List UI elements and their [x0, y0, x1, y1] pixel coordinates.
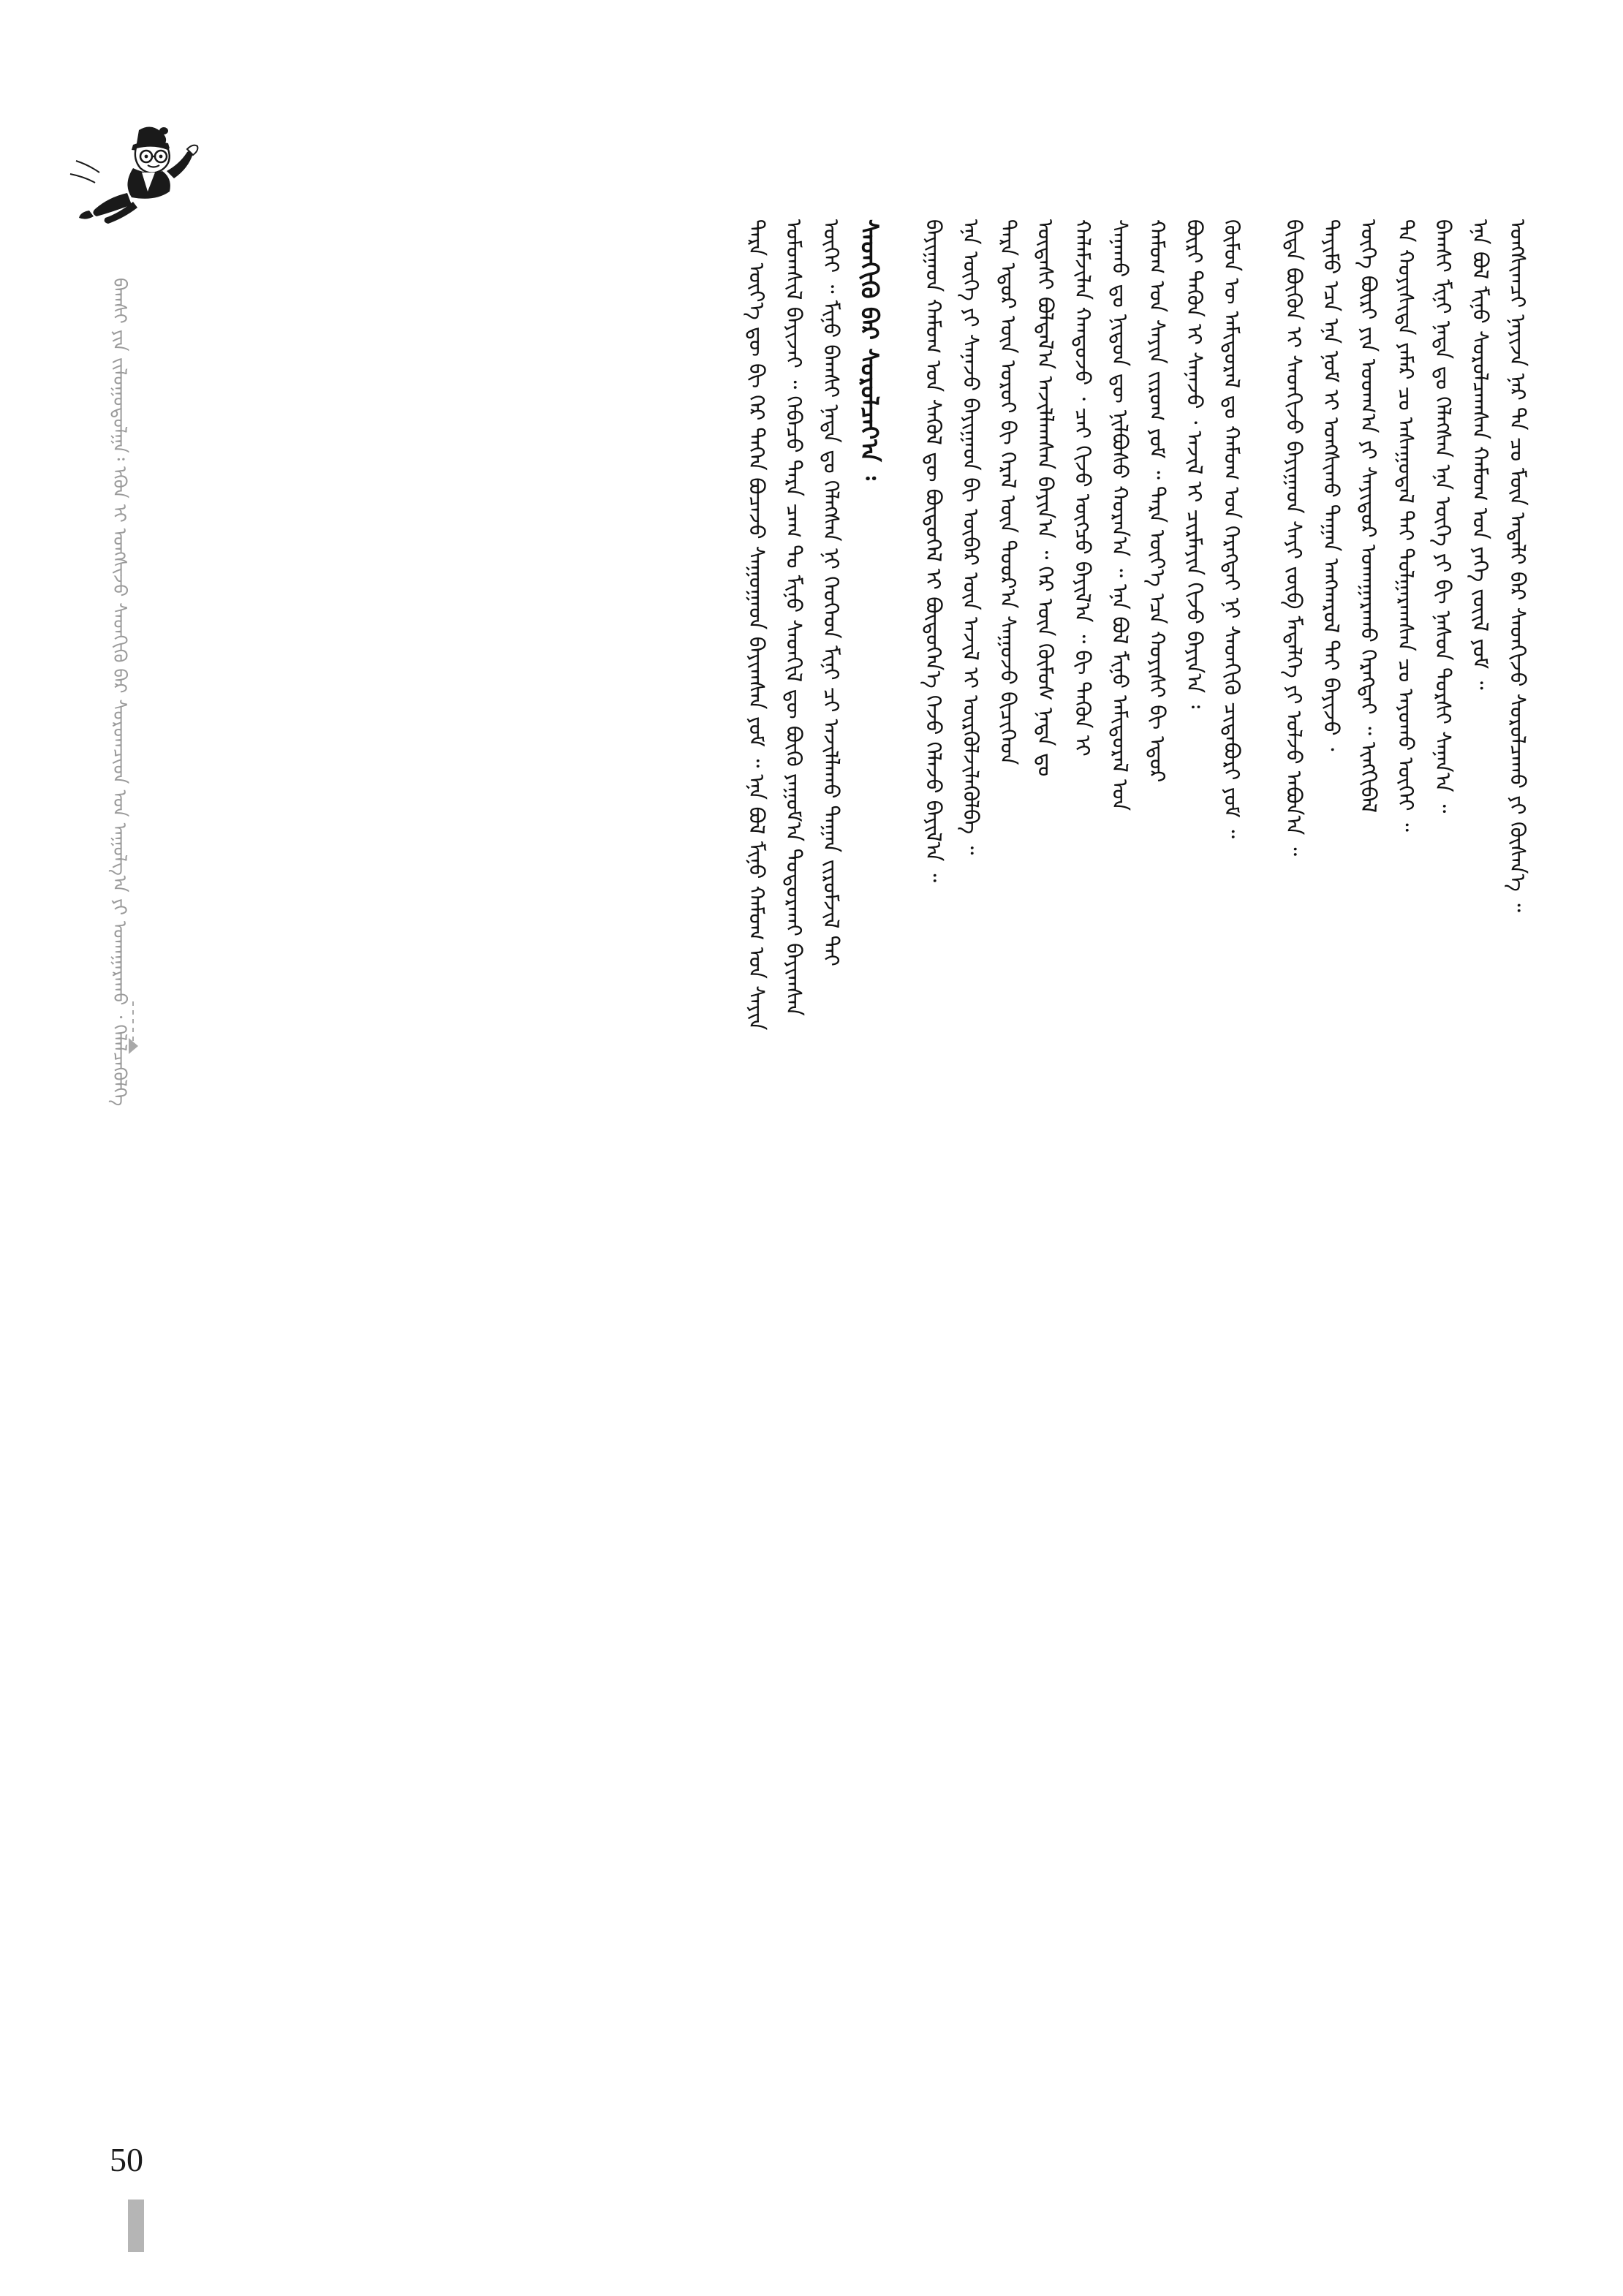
- vertical-text-body: [730, 219, 1535, 2091]
- text-column: ᠬᠠᠯᠠᠮᠵᠢᠯᠠᠨ ᠬᠠᠨᠳᠤᠵᠤ ᠂ ᠴᠠᠢ ᠬᠢᠵᠦ ᠥᠭᠴᠦ ᠪᠠᠶᠢᠯ᠎ᠠ ᠃ ᠪᠢ ᠲᠡᠭᠦᠨ ᠢ: [1070, 219, 1095, 757]
- caption-arrow-icon: [129, 1038, 138, 1054]
- footer-decoration-bar: [128, 2200, 144, 2252]
- text-column: ᠪᠠᠭᠰᠢ ᠮᠢᠨᠢ ᠨᠠᠳᠠ ᠳᠤ ᠬᠡᠯᠡᠭᠰᠡᠨ ᠡᠨᠡ ᠦᠭᠡ ᠶᠢ ᠪᠢ ᠨᠠᠰᠤᠨ ᠲᠤᠷᠰᠢ ᠰᠠᠨᠠᠨ᠎ᠠ ᠃: [1431, 219, 1456, 814]
- text-column: ᠦᠳᠡᠰᠢ ᠪᠣᠯᠲᠠᠯ᠎ᠠ ᠠᠵᠢᠯᠯᠠᠭᠰᠠᠨ ᠪᠠᠶᠢᠨ᠎ᠠ ᠃ ᠭᠡᠷ ᠦᠨ ᠬᠦᠮᠦᠰ ᠨᠠᠳᠠ ᠳᠤ: [1033, 219, 1058, 777]
- text-column: ᠦᠭᠡ ᠪᠦᠷᠢ ᠶᠢᠨ ᠤᠳᠬ᠎ᠠ ᠶᠢ ᠰᠠᠶᠢᠲᠤᠷ ᠤᠬᠠᠭᠠᠷᠠᠬᠤ ᠬᠡᠷᠡᠭᠲᠡᠢ ᠃ ᠢᠩᠭᠢᠪᠡᠯ: [1356, 219, 1381, 814]
- text-block-middle: [907, 219, 1242, 2296]
- text-column: ᠡᠨᠡ ᠦᠭᠡ ᠶᠢ ᠰᠠᠨᠠᠵᠤ ᠪᠠᠶᠢᠭᠠᠳ ᠪᠢ ᠦᠪᠡᠷ ᠦᠨ ᠠᠵᠢᠯ ᠢ ᠦᠷᠭᠦᠯᠵᠢᠯᠡᠭᠦᠯᠪᠡ ᠃: [958, 219, 983, 855]
- text-column: ᠲᠠ ᠬᠣᠶᠢᠰᠢᠳᠠ ᠶᠠᠮᠠᠷ ᠴᠤ ᠠᠰᠠᠭᠤᠳᠠᠯ ᠲᠠᠢ ᠲᠤᠯᠭᠠᠷᠠᠭᠰᠠᠨ ᠴᠤ ᠠᠶᠤᠬᠤ ᠦᠭᠡᠢ ᠃: [1393, 219, 1418, 833]
- text-column: ᠪᠦᠷᠢ ᠲᠡᠭᠦᠨ ᠢ ᠰᠠᠨᠠᠵᠤ ᠂ ᠠᠵᠢᠯ ᠢ ᠴᠢᠷᠮᠠᠶᠢᠨ ᠬᠢᠵᠦ ᠪᠠᠶᠢᠨ᠎ᠠ ᠄: [1182, 219, 1207, 709]
- text-column: ᠪᠠᠶᠢᠭᠠᠳ ᠬᠠᠮᠤᠭ ᠤᠨ ᠰᠡᠭᠦᠯ ᠳᠦ ᠪᠦᠲᠦᠭᠡᠯ ᠢ ᠪᠦᠲᠦᠭᠡᠨ᠎ᠡ ᠭᠡᠵᠦ ᠬᠡᠯᠡᠵᠦ ᠪᠠᠶᠢᠯ᠎ᠠ ᠃: [921, 219, 946, 883]
- text-column: ᠤᠩᠰᠢᠭᠴᠢ ᠨᠠᠶᠢᠵᠠ ᠨᠠᠷ ᠲᠠ ᠴᠤ ᠮᠥᠨ ᠠᠳᠠᠯᠢ ᠪᠠᠷ ᠰᠡᠳᠬᠢᠵᠦ ᠰᠤᠷᠤᠯᠴᠠᠬᠤ ᠶᠢ ᠬᠦᠰᠡᠨ᠎ᠡ ᠃: [1505, 219, 1530, 913]
- teacher-guidance-caption: ᠪᠠᠭᠰᠢ ᠶᠢᠨ ᠵᠢᠯᠤᠭᠤᠳᠤᠯᠭᠠ᠄ ᠡᠭᠦᠨ ᠢ ᠤᠩᠰᠢᠵᠤ ᠰᠡᠳᠬᠢᠭᠦ ᠪᠡᠷ ᠰᠤᠷᠤᠭᠴᠢᠳ ᠤᠨ ᠠᠭᠤᠯᠭ᠎ᠠ ᠶᠢ ᠤᠬᠠᠭᠠᠷᠠᠬᠤ ᠂ ᠬᠡᠯᠡᠯᠴᠡᠭᠦᠯᠭᠡ: [109, 277, 131, 1107]
- text-block-left: [1267, 219, 1528, 2296]
- text-column: ᠬᠠᠮᠤᠭ ᠤᠨ ᠰᠠᠶᠢᠨ ᠵᠢᠷᠤᠭ ᠶᠤᠮ ᠃ ᠲᠡᠷᠡ ᠦᠶ᠎ᠡ ᠡᠴᠡ ᠬᠣᠶᠢᠰᠢ ᠪᠢ ᠡᠳᠦᠷ: [1145, 219, 1170, 783]
- text-column: ᠪᠢᠳᠡ ᠪᠦᠬᠦᠨ ᠢ ᠰᠡᠳᠬᠢᠵᠦ ᠪᠠᠶᠢᠭᠠᠳ ᠰᠠᠶᠢ ᠵᠥᠪ ᠮᠡᠳᠡᠯᠭᠡ ᠶᠢ ᠣᠯᠵᠤ ᠠᠪᠤᠨ᠎ᠠ ᠃: [1282, 219, 1306, 857]
- text-column: ᠲᠡᠷᠡ ᠡᠳᠦᠷ ᠦᠨ ᠣᠷᠤᠢ ᠪᠢ ᠭᠡᠷᠡᠯ ᠦᠨ ᠳᠣᠣᠷ᠎ᠠ ᠰᠠᠭᠤᠵᠤ ᠪᠢᠴᠢᠭᠡᠳ: [996, 219, 1021, 766]
- text-column: ᠬᠦᠮᠦᠨ ᠦ ᠠᠮᠢᠳᠤᠷᠠᠯ ᠳᠤ ᠬᠠᠮᠤᠭ ᠤᠨ ᠬᠡᠷᠡᠭᠲᠡᠢ ᠨᠢ ᠰᠡᠳᠬᠢᠭᠦ ᠴᠢᠳᠠᠪᠤᠷᠢ ᠶᠤᠮ ᠃: [1219, 219, 1244, 839]
- text-column: ᠲᠡᠷᠡ ᠦᠶ᠎ᠡ ᠳᠦ ᠪᠢ ᠬᠡᠷ ᠲᠡᠭᠡᠨ ᠪᠤᠴᠠᠵᠤ ᠰᠠᠭᠤᠭᠠᠳ ᠪᠠᠶᠢᠭᠰᠠᠨ ᠶᠤᠮ ᠃ ᠡᠨᠡ ᠪᠣᠯ ᠮᠢᠨᠦ ᠬᠠᠮᠤᠭ ᠤᠨ ᠰᠠᠶᠢᠨ: [744, 219, 769, 1031]
- page-number: 50: [110, 2141, 143, 2178]
- cartoon-boy-illustration: [57, 117, 225, 227]
- text-block-right: [730, 219, 844, 2296]
- text-column: ᠲᠡᠶᠢᠮᠦ ᠡᠴᠡ ᠡᠨᠡ ᠨᠣᠮ ᠢ ᠤᠩᠰᠢᠬᠤ ᠳᠠᠭᠠᠨ ᠠᠩᠬᠠᠷᠤᠯ ᠲᠠᠢ ᠪᠠᠶᠢᠵᠤ ᠂: [1319, 219, 1344, 752]
- text-column: ᠤᠮᠤᠭᠰᠢᠯ ᠪᠠᠶᠢᠵᠠᠢ ᠃ ᠭᠡᠪᠡᠴᠦ ᠲᠡᠷᠡ ᠴᠠᠭ ᠲᠤ ᠮᠢᠨᠦ ᠰᠡᠳᠬᠢᠯ ᠳᠦ ᠪᠦᠬᠦ ᠶᠠᠭᠤᠮ᠎ᠠ ᠲᠣᠳᠤᠷᠬᠠᠢ ᠪᠠᠶᠢᠭᠰᠠᠨ: [782, 219, 806, 1017]
- text-block-heading: [841, 219, 882, 2296]
- text-column: ᠦᠭᠡᠢ ᠃ ᠮᠢᠨᠦ ᠪᠠᠭᠰᠢ ᠨᠠᠳᠠ ᠳᠤ ᠬᠡᠯᠡᠭᠰᠡᠨ ᠨᠢ ᠬᠡᠦᠬᠡᠳ ᠮᠢᠨᠢ ᠴᠢ ᠠᠵᠢᠯᠯᠠᠬᠤ ᠳᠠᠭᠠᠨ ᠵᠢᠷᠤᠮᠵᠢᠯ ᠲᠠᠢ: [819, 219, 844, 967]
- text-column: ᠡᠨᠡ ᠪᠣᠯ ᠮᠢᠨᠦ ᠰᠤᠷᠤᠯᠴᠠᠭᠰᠠᠨ ᠬᠠᠮᠤᠭ ᠤᠨ ᠶᠡᠬᠡ ᠵᠦᠢᠯ ᠶᠤᠮ ᠃: [1468, 219, 1493, 691]
- text-column: ᠰᠠᠨᠠᠬᠤ ᠳᠤ ᠨᠢᠳᠦᠨ ᠳᠦ ᠨᠢᠯᠪᠤᠰᠤ ᠬᠤᠷᠠᠨ᠎ᠠ ᠃ ᠡᠨᠡ ᠪᠣᠯ ᠮᠢᠨᠦ ᠠᠮᠢᠳᠤᠷᠠᠯ ᠤᠨ: [1108, 219, 1132, 811]
- section-heading: ᠰᠡᠳᠬᠢᠭᠦ ᠪᠡᠷ ᠰᠤᠷᠤᠯᠴᠠᠶ᠎ᠠ ᠄: [855, 219, 884, 481]
